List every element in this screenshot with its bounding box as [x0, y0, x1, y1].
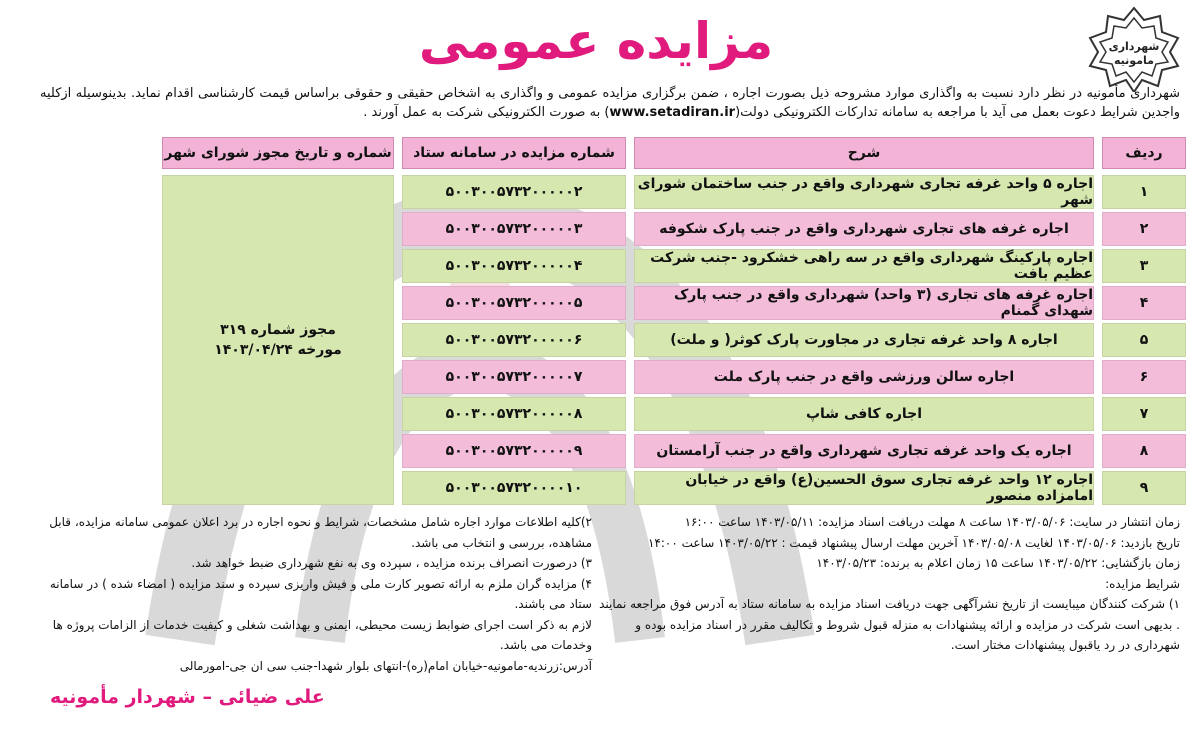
- intro-text-2: ) به صورت الکترونیکی شرکت به عمل آورند .: [363, 105, 610, 120]
- header-mojavez: شماره و تاریخ مجوز شورای شهر: [162, 137, 394, 169]
- address: آدرس:زرندیه-مامونیه-خیابان امام(ره)-انتهای بلوار شهدا-جنب سی ان جی-امورمالی: [179, 658, 592, 673]
- header-sharh: شرح: [634, 137, 1094, 169]
- cell-shomare: ۵۰۰۳۰۰۵۷۳۲۰۰۰۰۰۹: [402, 434, 626, 468]
- cell-radif: ۷: [1102, 397, 1186, 431]
- condition-1: ۱) شرکت کنندگان میبایست از تاریخ نشرآگهی جهت دریافت اسناد مزایده به سامانه ستاد به آدرس فوق مراجعه نمایند . بدیهی است شرکت در مزایده و ارائه پیشنهادات به منزله قبول شروط و تکالیف مقرر در اسناد مزایده بوده و شهرداری در رد یاقبول پیشنهادات مختار است.: [599, 597, 1180, 652]
- permit-date: مورخه ۱۴۰۳/۰۴/۲۴: [214, 342, 342, 358]
- cell-radif: ۹: [1102, 471, 1186, 505]
- cell-radif: ۶: [1102, 360, 1186, 394]
- cell-shomare: ۵۰۰۳۰۰۵۷۳۲۰۰۰۰۰۷: [402, 360, 626, 394]
- cell-shomare: ۵۰۰۳۰۰۵۷۳۲۰۰۰۰۰۸: [402, 397, 626, 431]
- logo-line1: شهرداری: [1108, 40, 1160, 53]
- table-row: [402, 323, 1186, 357]
- mayor-signature: علی ضیائی – شهردار مأمونیه: [50, 686, 325, 708]
- conditions-column: [40, 512, 592, 676]
- cell-radif: ۸: [1102, 434, 1186, 468]
- schedule-column: [598, 512, 1180, 656]
- cell-sharh: اجاره کافی شاپ: [634, 397, 1094, 431]
- cell-shomare: ۵۰۰۳۰۰۵۷۳۲۰۰۰۰۰۳: [402, 212, 626, 246]
- cell-sharh: اجاره غرفه های تجاری شهرداری واقع در جنب پارک شکوفه: [634, 212, 1094, 246]
- table-row: [402, 175, 1186, 209]
- cell-radif: ۴: [1102, 286, 1186, 320]
- cell-radif: ۳: [1102, 249, 1186, 283]
- publish-time: زمان انتشار در سایت: ۱۴۰۳/۰۵/۰۶ ساعت ۸ مهلت دریافت اسناد مزایده: ۱۴۰۳/۰۵/۱۱ ساعت ۱۶:۰۰: [684, 515, 1180, 529]
- cell-shomare: ۵۰۰۳۰۰۵۷۳۲۰۰۰۰۰۲: [402, 175, 626, 209]
- cell-sharh: اجاره پارکینگ شهرداری واقع در سه راهی خشکرود -جنب شرکت عظیم بافت: [634, 249, 1094, 283]
- council-permit-cell: [162, 175, 394, 505]
- intro-text-1: شهرداری مأمونیه در نظر دارد نسبت به واگذاری موارد مشروحه ذیل بصورت اجاره ، ضمن برگزاری مزایده عمومی و واگذاری به اشخاص حقیقی و حقوقی براساس قیمت کارشناسی اقدام نماید. بدینوسیله ازکلیه واجدین شرایط دعوت بعمل می آید با مراجعه به سامانه تدارکات الکترونیکی دولت(: [40, 86, 1180, 120]
- page-title: مزایده عمومی: [418, 12, 774, 70]
- cell-shomare: ۵۰۰۳۰۰۵۷۳۲۰۰۰۰۰۵: [402, 286, 626, 320]
- cell-sharh: اجاره سالن ورزشی واقع در جنب پارک ملت: [634, 360, 1094, 394]
- cell-sharh: اجاره غرفه های تجاری (۳ واحد) شهرداری واقع در جنب پارک شهدای گمنام: [634, 286, 1094, 320]
- logo-line2: مامونیه: [1114, 54, 1154, 67]
- condition-3: ۳) درصورت انصراف برنده مزایده ، سپرده وی به نفع شهرداری ضبط خواهد شد.: [191, 556, 592, 570]
- cell-shomare: ۵۰۰۳۰۰۵۷۳۲۰۰۰۰۰۴: [402, 249, 626, 283]
- cell-radif: ۵: [1102, 323, 1186, 357]
- visit-date: تاریخ بازدید: ۱۴۰۳/۰۵/۰۶ لغایت ۱۴۰۳/۰۵/۰۸ آخرین مهلت ارسال پیشنهاد قیمت : ۱۴۰۳/۰۵/۲۲ ساعت ۱۴:۰۰: [647, 535, 1180, 550]
- intro-paragraph: [40, 84, 1180, 122]
- setadiran-link[interactable]: www.setadiran.ir: [609, 105, 736, 120]
- condition-4: ۴) مزایده گران ملزم به ارائه تصویر کارت ملی و فیش واریزی سپرده و سند مزایده ( امضاء شده ) در سامانه ستاد می باشند.: [49, 576, 592, 611]
- condition-2: ۲)کلیه اطلاعات موارد اجاره شامل مشخصات، شرایط و نحوه اجاره در برد اعلان عمومی سامانه مزایده، قابل مشاهده، بررسی و انتخاب می باشد.: [49, 515, 592, 550]
- cell-radif: ۲: [1102, 212, 1186, 246]
- permit-number: مجوز شماره ۳۱۹: [220, 322, 336, 338]
- note: لازم به ذکر است اجرای ضوابط زیست محیطی، ایمنی و بهداشت شغلی و کیفیت خدمات از الزامات پروژه ها وخدمات می باشد.: [52, 617, 592, 652]
- table-row: [402, 360, 1186, 394]
- header-shomare: شماره مزایده در سامانه ستاد: [402, 137, 626, 169]
- cell-shomare: ۵۰۰۳۰۰۵۷۳۲۰۰۰۰۱۰: [402, 471, 626, 505]
- cell-sharh: اجاره ۱۲ واحد غرفه تجاری سوق الحسین(ع) واقع در خیابان امامزاده منصور: [634, 471, 1094, 505]
- cell-radif: ۱: [1102, 175, 1186, 209]
- table-row: [402, 286, 1186, 320]
- header-radif: ردیف: [1102, 137, 1186, 169]
- table-row: [402, 249, 1186, 283]
- cell-shomare: ۵۰۰۳۰۰۵۷۳۲۰۰۰۰۰۶: [402, 323, 626, 357]
- opening-time: زمان بازگشایی: ۱۴۰۳/۰۵/۲۲ ساعت ۱۵ زمان اعلام به برنده: ۱۴۰۳/۰۵/۲۳: [816, 556, 1180, 570]
- cell-sharh: اجاره ۸ واحد غرفه تجاری در مجاورت پارک کوثر( و ملت): [634, 323, 1094, 357]
- table-row: [402, 397, 1186, 431]
- cell-sharh: اجاره ۵ واحد غرفه تجاری شهرداری واقع در جنب ساختمان شورای شهر: [634, 175, 1094, 209]
- table-row: [402, 471, 1186, 505]
- conditions-heading: شرایط مزایده:: [1105, 576, 1180, 591]
- table-row: [402, 434, 1186, 468]
- cell-sharh: اجاره یک واحد غرفه تجاری شهرداری واقع در جنب آرامستان: [634, 434, 1094, 468]
- table-row: [402, 212, 1186, 246]
